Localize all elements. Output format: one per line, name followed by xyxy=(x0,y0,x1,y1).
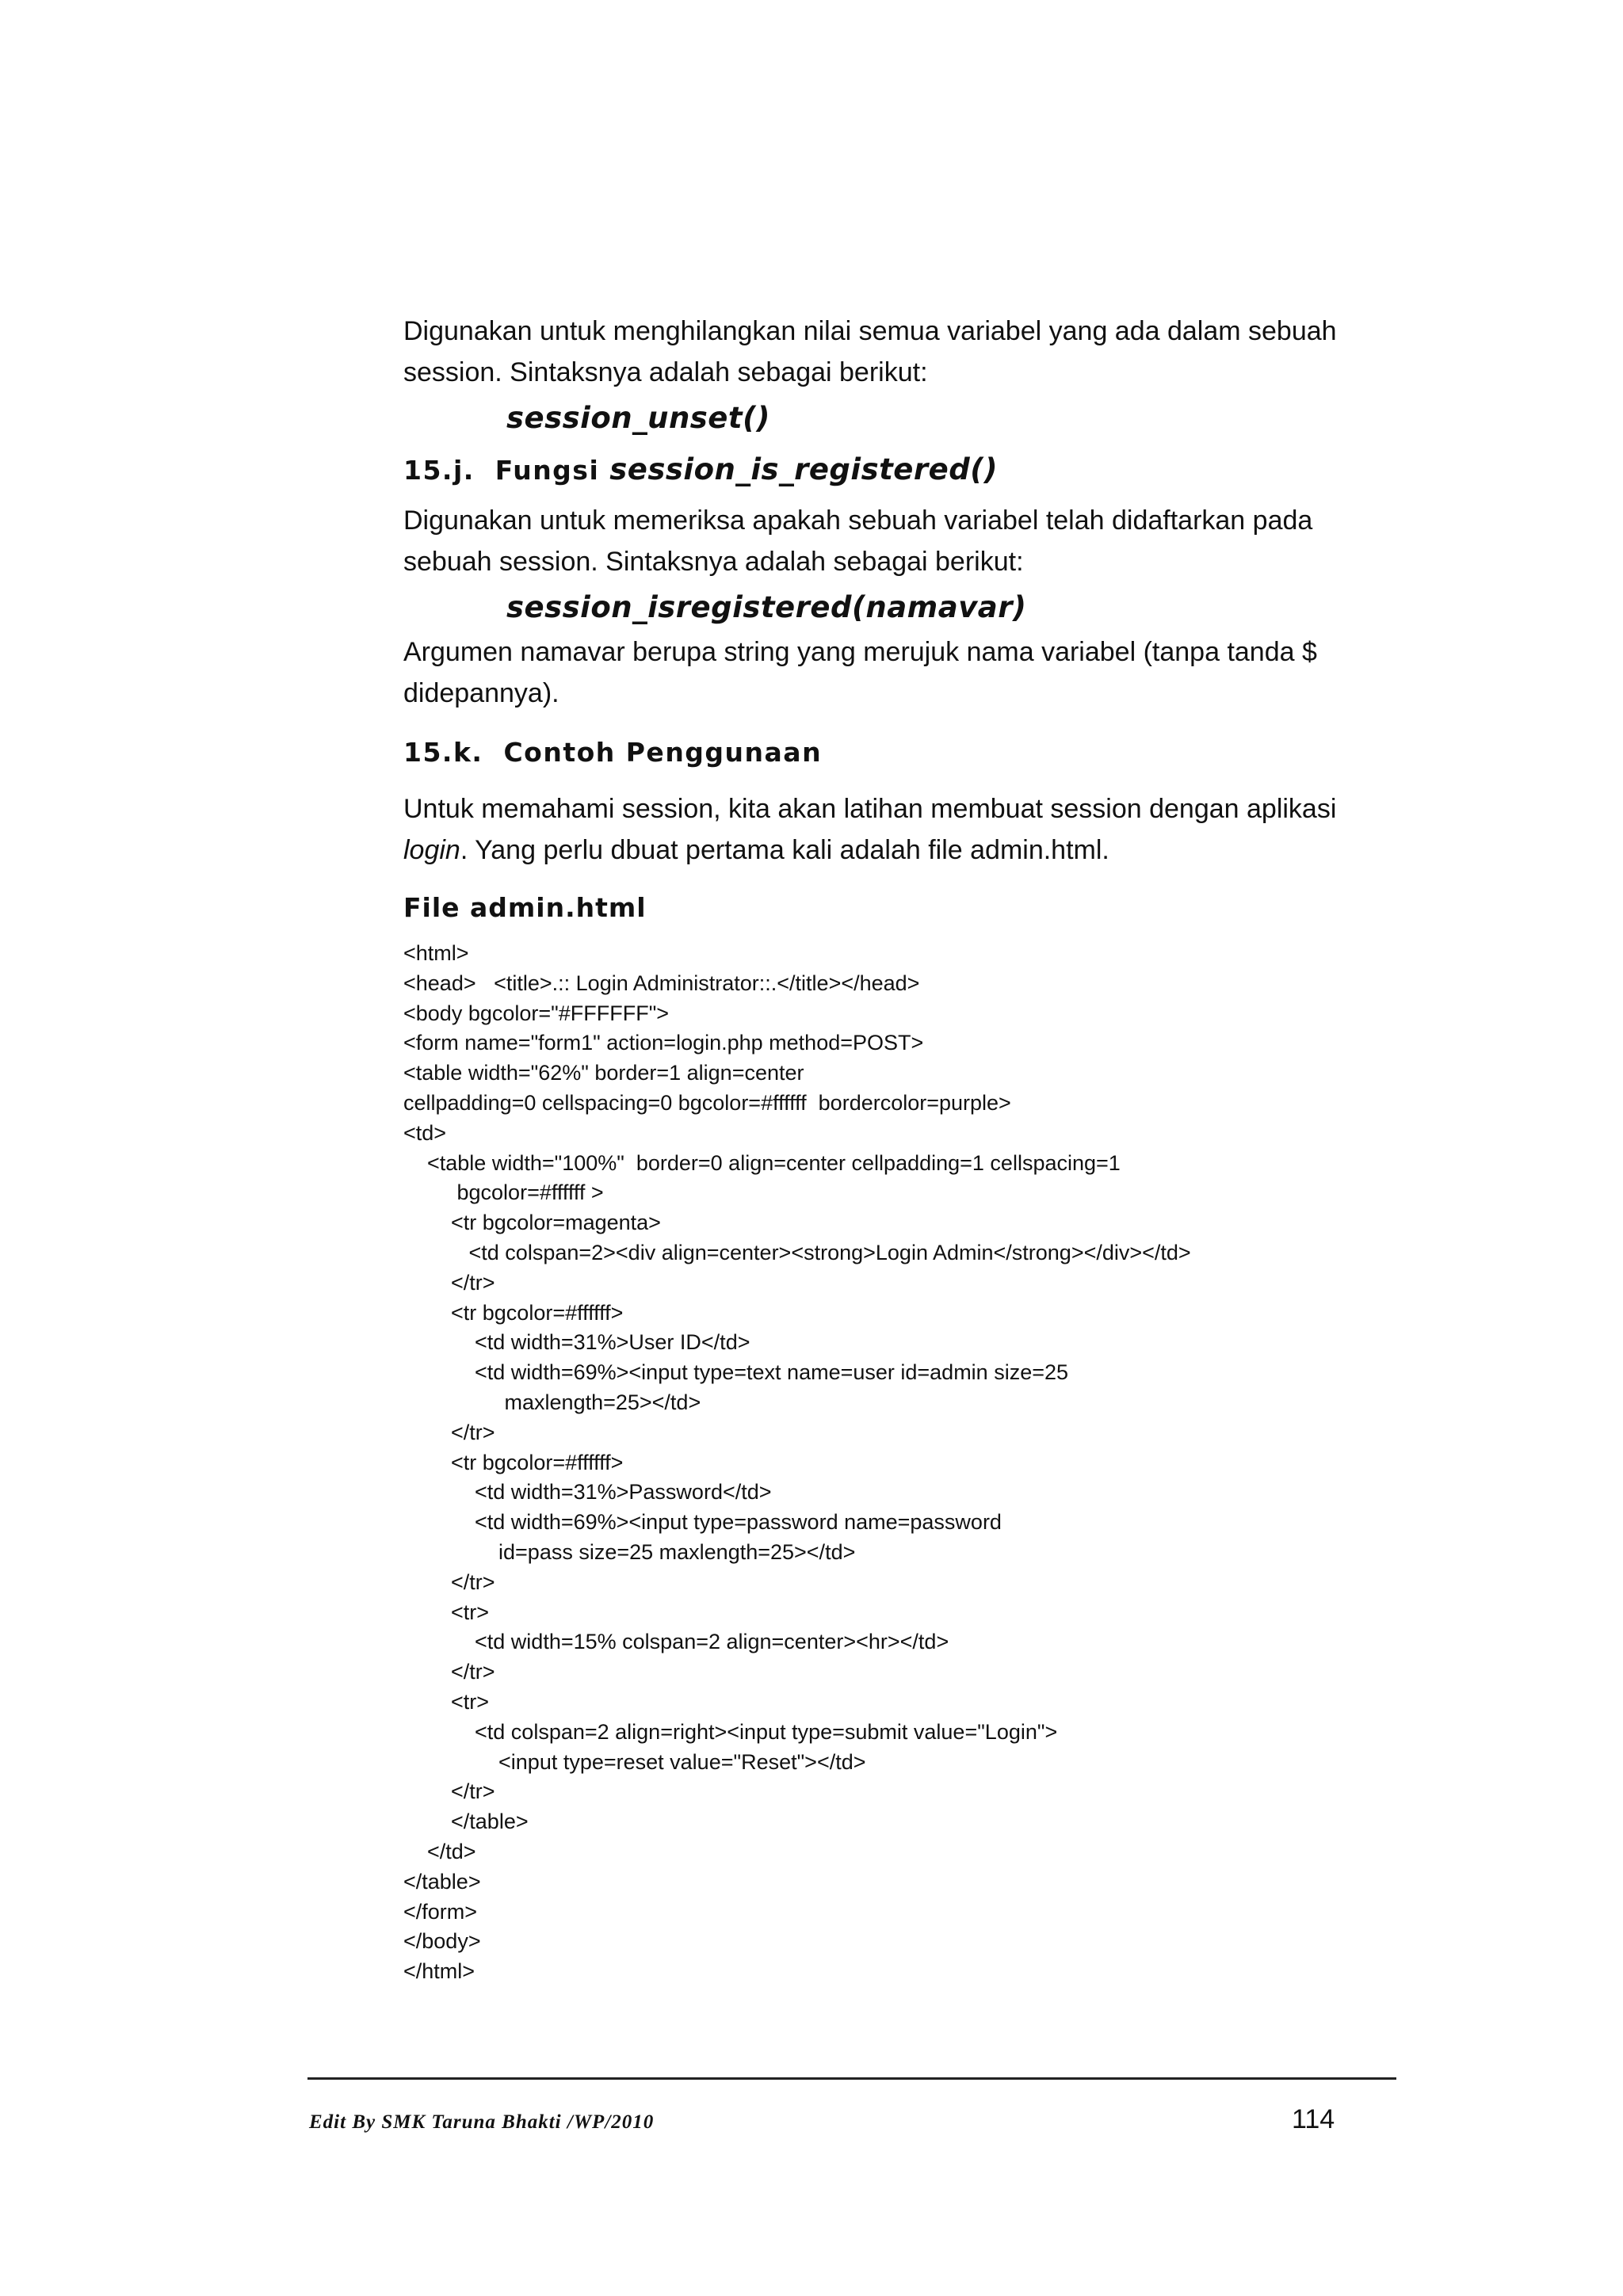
code-line: </html> xyxy=(403,1959,475,1984)
code-line: </table> xyxy=(403,1869,481,1894)
paragraph-line: Untuk memahami session, kita akan latihan membuat session dengan aplikasi xyxy=(403,794,1337,824)
code-line: <tr bgcolor=magenta> xyxy=(403,1211,661,1235)
code-line: </tr> xyxy=(403,1779,495,1804)
page-number: 114 xyxy=(1292,2104,1335,2134)
code-line: id=pass size=25 maxlength=25></td> xyxy=(403,1539,856,1564)
paragraph-line: Digunakan untuk menghilangkan nilai semua variabel yang ada dalam sebuah xyxy=(403,316,1337,346)
code-line: maxlength=25></td> xyxy=(403,1390,701,1414)
code-line: <form name="form1" action=login.php method=POST> xyxy=(403,1031,924,1055)
section-heading-15k xyxy=(403,728,1392,777)
code-line: <tr bgcolor=#ffffff> xyxy=(403,1450,624,1474)
paragraph-session-unset xyxy=(403,311,1392,393)
code-line: <head> <title>.:: Login Administrator::.</title></head> xyxy=(403,971,920,995)
code-line: <body bgcolor="#FFFFFF"> xyxy=(403,1001,670,1025)
code-line: </td> xyxy=(403,1839,476,1863)
section-number: 15.j. xyxy=(403,455,475,486)
paragraph-line: Digunakan untuk memeriksa apakah sebuah variabel telah didaftarkan pada xyxy=(403,505,1313,536)
paragraph-line: session. Sintaksnya adalah sebagai berikut: xyxy=(403,357,928,387)
paragraph-line: didepannya). xyxy=(403,678,559,708)
syntax-session-unset: session_unset() xyxy=(506,401,770,435)
code-line: bgcolor=#ffffff > xyxy=(403,1180,604,1205)
section-function-name: session_is_registered() xyxy=(609,452,999,486)
code-line: <td colspan=2 align=right><input type=submit value="Login"> xyxy=(403,1719,1058,1744)
code-line: </form> xyxy=(403,1899,478,1924)
code-line: <tr> xyxy=(403,1689,490,1714)
footer-credit: Edit By SMK Taruna Bhakti /WP/2010 xyxy=(309,2111,655,2133)
code-line: <table width="100%" border=0 align=center cellpadding=1 cellspacing=1 xyxy=(403,1150,1121,1175)
code-line: <html> xyxy=(403,941,469,965)
file-heading: File admin.html xyxy=(403,892,647,923)
code-line: <tr> xyxy=(403,1600,490,1624)
code-listing xyxy=(403,939,1392,1987)
section-heading-15j xyxy=(403,445,1392,495)
code-line: <td> xyxy=(403,1120,447,1145)
code-line: <tr bgcolor=#ffffff> xyxy=(403,1300,624,1325)
code-line: </body> xyxy=(403,1929,481,1954)
section-title: Contoh Penggunaan xyxy=(503,737,823,768)
section-label: Fungsi xyxy=(495,455,600,486)
paragraph-line: Argumen namavar berupa string yang merujuk nama variabel (tanpa tanda $ xyxy=(403,637,1317,667)
italic-term: login xyxy=(403,835,460,865)
code-line: <td width=69%><input type=text name=user id=admin size=25 xyxy=(403,1360,1069,1385)
paragraph-text: . Yang perlu dbuat pertama kali adalah file admin.html. xyxy=(460,835,1109,865)
section-number: 15.k. xyxy=(403,737,483,768)
code-line: </table> xyxy=(403,1810,529,1834)
code-line: <td width=69%><input type=password name=password xyxy=(403,1510,1002,1535)
paragraph-session-registered xyxy=(403,500,1392,582)
code-line: </tr> xyxy=(403,1569,495,1594)
paragraph-line: sebuah session. Sintaksnya adalah sebagai berikut: xyxy=(403,547,1024,577)
code-line: cellpadding=0 cellspacing=0 bgcolor=#ffffff bordercolor=purple> xyxy=(403,1090,1011,1115)
syntax-session-isregistered: session_isregistered(namavar) xyxy=(506,590,1027,624)
code-line: <td colspan=2><div align=center><strong>Login Admin</strong></div></td> xyxy=(403,1240,1191,1264)
code-line: <td width=31%>Password</td> xyxy=(403,1480,772,1505)
paragraph-contoh xyxy=(403,788,1392,871)
code-line: </tr> xyxy=(403,1660,495,1684)
footer-divider xyxy=(307,2077,1396,2080)
code-line: <input type=reset value="Reset"></td> xyxy=(403,1749,866,1774)
page-content xyxy=(403,311,1392,1987)
paragraph-argumen xyxy=(403,631,1392,714)
code-line: <table width="62%" border=1 align=center xyxy=(403,1061,804,1085)
code-line: <td width=15% colspan=2 align=center><hr></td> xyxy=(403,1630,949,1654)
paragraph-line xyxy=(403,830,1392,871)
code-line: </tr> xyxy=(403,1420,495,1444)
code-line: </tr> xyxy=(403,1270,495,1295)
code-line: <td width=31%>User ID</td> xyxy=(403,1330,750,1355)
